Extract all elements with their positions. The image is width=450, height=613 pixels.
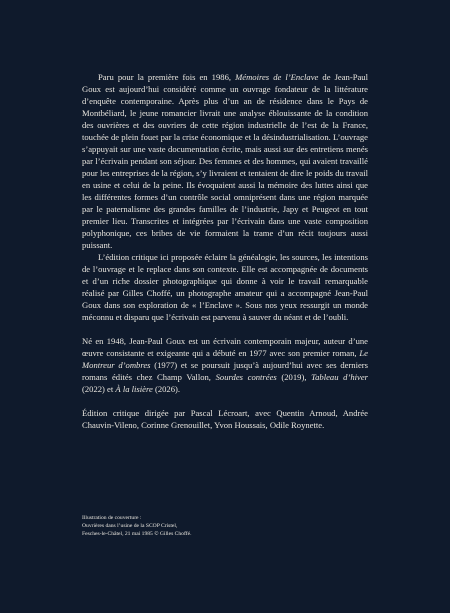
book-title: Sourdes contrées [215, 372, 277, 382]
summary-text: Paru pour la première fois en 1986, [98, 72, 236, 82]
summary-paragraph-2: L’édition critique ici proposée éclaire la généalogie, les sources, les intentions de l’ouvrage et le replace dans son contexte. Elle est accompagnée de documents et d’un riche dossier photographique qui donne à voir le travail remarquable réalisé par Gilles Choffé, un photographe amateur qui a accompagné Jean-Paul Goux dans son exploration de « l’Enclave ». Sous nos yeux ressurgit un monde méconnu et disparu que l’écrivain est parvenu à sauver du néant et de l’oubli. [82, 252, 368, 322]
summary-text: de Jean-Paul Goux est aujourd’hui considéré comme un ouvrage fondateur de la littérature d’enquête contemporaine. Après plus d’un an de résidence dans le Pays de Montbéliard, le jeune romancier livrait une analyse éblouissante de la condition des ouvrières et des ouvriers de cette région industrielle de l’est de la France, touchée de plein fouet par la crise économique et la désindustrialisation. L’ouvrage s’appuyait sur une vaste documentation écrite, mais aussi sur des entretiens menés par l’écrivain pendant son séjour. Des femmes et des hommes, qui avaient travaillé pour les entreprises de la région, s’y livraient et tentaient de dire le poids du travail en usine et celui de la peine. Ils évoquaient aussi la mémoire des luttes ainsi que les différentes formes d’un contrôle social omniprésent dans une région marquée par le paternalisme des grandes familles de l’industrie, Japy et Peugeot en tout premier lieu. Transcrites et intégrées par l’écrivain dans une vaste composition polyphonique, ces bribes de vie formaient la trame d’un récit toujours aussi puissant. [82, 72, 368, 250]
back-cover-text [82, 71, 368, 431]
editors-credit: Édition critique dirigée par Pascal Lécroart, avec Quentin Arnoud, Andrée Chauvin-Vileno, Corinne Grenouillet, Yvon Houssais, Odile Roynette. [82, 408, 368, 430]
book-title: Tableau d’hiver [311, 372, 368, 382]
bio-text: Né en 1948, Jean-Paul Goux est un écrivain contemporain majeur, auteur d’une œuvre consistante et exigeante qui a débuté en 1977 avec son premier roman, [82, 336, 368, 358]
book-title: Le Montreur d’ombres [82, 348, 368, 370]
bio-text: (1977) et se poursuit jusqu’à aujourd’hui avec ses derniers romans édités chez Champ Vallon, [82, 360, 368, 382]
author-bio [82, 335, 368, 395]
cover-illustration-credit [82, 514, 282, 538]
credit-line: Fesches-le-Châtel, 21 mai 1985 © Gilles Choffé. [82, 531, 192, 537]
book-title: Mémoires de l’Enclave [235, 72, 319, 82]
bio-text: (2019), [276, 372, 312, 382]
bio-text: (2026). [152, 384, 181, 394]
bio-text: (2022) et [82, 384, 116, 394]
credit-line: Ouvrières dans l’usine de la SCOP Cristel, [82, 523, 178, 529]
book-title: À la lisière [115, 384, 153, 394]
credit-line: Illustration de couverture : [82, 515, 142, 521]
summary-paragraph-1 [82, 71, 368, 251]
